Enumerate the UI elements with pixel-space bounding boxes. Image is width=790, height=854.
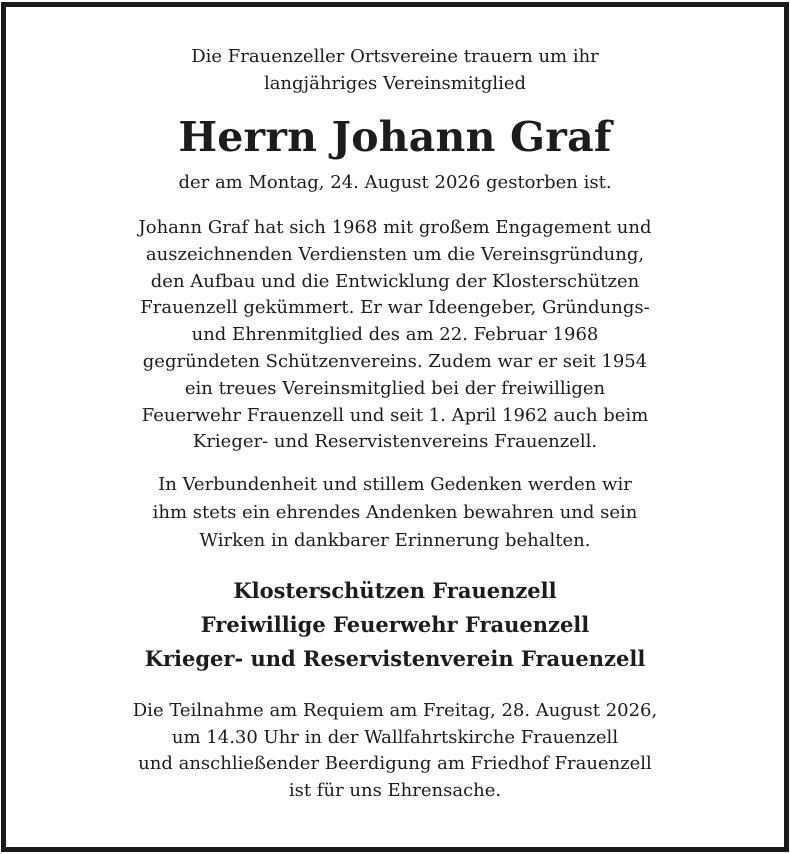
funeral-info <box>6 698 784 804</box>
biography-line: Feuerwehr Frauenzell und seit 1. April 1962 auch beim <box>141 404 649 426</box>
tribute-line: Wirken in dankbarer Erinnerung behalten. <box>199 530 591 551</box>
biography-line: ein treues Vereinsmitglied bei der freiwilligen <box>184 377 606 399</box>
organization-name: Krieger- und Reservistenverein Frauenzell <box>144 646 646 671</box>
intro-line: Die Frauenzeller Ortsvereine trauern um ihr <box>191 46 599 67</box>
biography-line: den Aufbau und die Entwicklung der Klosterschützen <box>150 270 640 292</box>
biography-paragraph <box>6 215 784 456</box>
biography-line: Johann Graf hat sich 1968 mit großem Engagement und <box>138 217 652 238</box>
biography-line: Krieger- und Reservistenvereins Frauenzell. <box>192 431 598 453</box>
biography-line: und Ehrenmitglied des am 22. Februar 1968 <box>191 324 599 346</box>
biography-line: Frauenzell gekümmert. Er war Ideengeber, Gründungs- <box>140 297 650 319</box>
tribute-line: In Verbundenheit und stillem Gedenken werden wir <box>158 474 632 495</box>
intro-text <box>6 43 784 97</box>
intro-line: langjähriges Vereinsmitglied <box>263 73 527 94</box>
tribute-paragraph <box>6 471 784 555</box>
funeral-line: ist für uns Ehrensache. <box>288 779 502 801</box>
tribute-line: ihm stets ein ehrendes Andenken bewahren und sein <box>152 502 638 523</box>
funeral-line: und anschließender Beerdigung am Friedhof Frauenzell <box>138 753 652 774</box>
deceased-name: Herrn Johann Graf <box>178 113 612 161</box>
biography-line: gegründeten Schützenvereins. Zudem war er seit 1954 <box>142 350 648 372</box>
obituary-notice <box>1 2 789 852</box>
funeral-line: Die Teilnahme am Requiem am Freitag, 28. August 2026, <box>132 700 658 721</box>
organizations-list <box>6 574 784 676</box>
biography-line: auszeichnenden Verdiensten um die Vereinsgründung, <box>145 243 645 265</box>
organization-name: Freiwillige Feuerwehr Frauenzell <box>200 612 590 637</box>
funeral-line: um 14.30 Uhr in der Wallfahrtskirche Frauenzell <box>171 726 619 748</box>
death-date-line: der am Montag, 24. August 2026 gestorben ist. <box>178 172 612 193</box>
organization-name: Klosterschützen Frauenzell <box>233 578 557 603</box>
